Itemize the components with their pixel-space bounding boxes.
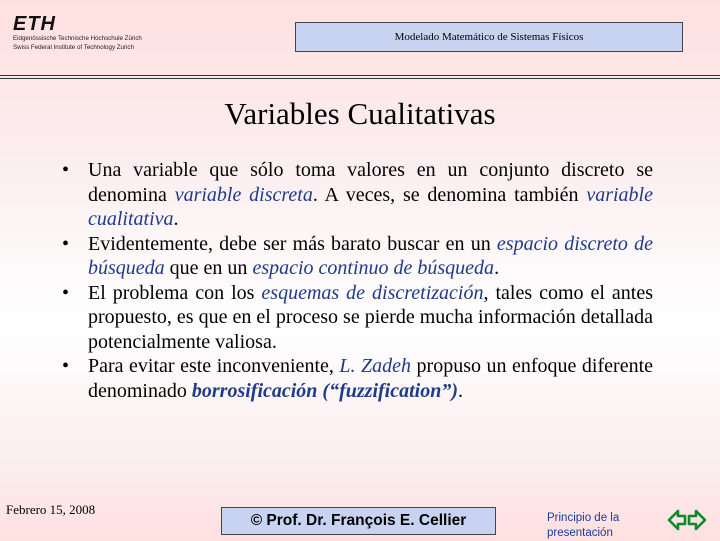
bullet-emphasis: variable cualitativa [88,183,653,230]
bullet-text: Para evitar este inconveniente, [88,355,340,377]
bullet-text: , tales como el antes propuesto, es que en el proceso se pierde mucha información detallada potencialmente valiosa. [88,281,653,353]
bullet-emphasis: espacio continuo de búsqueda [252,257,495,279]
bullet-item [62,354,653,403]
bullet-marker: • [62,159,70,181]
bullet-marker: • [62,355,70,377]
date-label: Febrero 15, 2008 [6,502,96,517]
bullet-item [62,281,653,355]
back-arrow-shape [669,511,685,529]
bullet-emphasis: borrosificación (“fuzzification”) [191,379,458,402]
header-rule-bottom [0,78,720,79]
bullet-text: Evidentemente, debe ser más barato buscar en un [88,232,497,255]
home-link[interactable] [547,511,619,541]
eth-logo-mark: ETH [13,13,56,35]
credit-text: © Prof. Dr. François E. Cellier [250,512,467,529]
home-link-line2: presentación [547,527,613,539]
bullet-emphasis: variable discreta [174,183,313,206]
eth-logo-line-english: Swiss Federal Institute of Technology Zurich [13,44,134,51]
course-title: Modelado Matemático de Sistemas Físicos [394,31,584,43]
bullet-text: El problema con los [88,281,262,304]
bullet-text: que en un [164,257,253,279]
bullet-text: Una variable que sólo toma valores en un conjunto discreto se denomina [88,159,653,206]
bullet-item [62,232,653,281]
bullet-text: . [494,257,500,279]
home-link-line1: Principio de la [547,512,620,524]
bullet-marker: • [62,281,70,304]
forward-arrow-shape [689,511,705,529]
bullet-emphasis: espacio discreto de búsqueda [88,232,653,279]
bullet-text: propuso un enfoque diferente denominado [88,355,654,402]
double-arrow-nav-icon[interactable] [666,508,708,532]
bullet-text: . [458,379,463,402]
bullet-emphasis: esquemas de discretización [261,281,484,304]
eth-logo [13,14,142,52]
bullet-emphasis: L. Zadeh [339,355,412,377]
course-title-box [295,22,683,52]
credit-box [221,507,496,535]
slide-title: Variables Cualitativas [224,96,496,131]
eth-logo-line-german: Eidgenössische Technische Hochschule Zürich [13,35,142,42]
bullet-item [62,158,653,232]
bullet-text: . [173,208,179,230]
header-rule-top [0,75,720,76]
bullet-text: . A veces, se denomina también [312,183,587,206]
bullet-list [62,158,653,403]
bullet-marker: • [62,232,70,255]
